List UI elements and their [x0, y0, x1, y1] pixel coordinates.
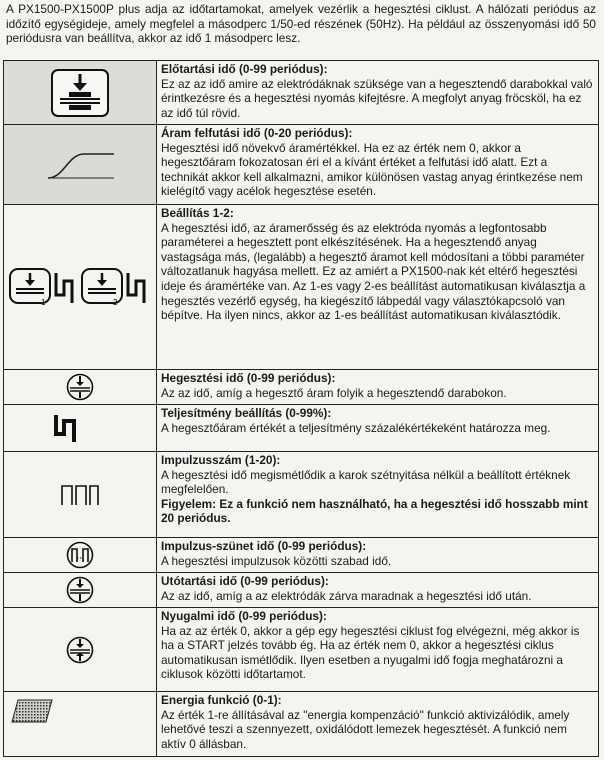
table-row: [4, 538, 599, 573]
row-text: Az érték 1-re állításával az "energia kompenzáció" funkció aktivizálódik, amely lehetővé teszi a szennyezett, oxidálódott lemezek hegesztését. A funkció nem aktív 0 állásban.: [161, 707, 570, 751]
description-cell: [157, 573, 599, 608]
icon-cell: [4, 405, 157, 452]
icon-cell: [4, 205, 157, 370]
weld-time-icon: [4, 370, 156, 404]
row-title: Beállítás 1-2:: [161, 206, 234, 220]
table-row: [4, 573, 599, 608]
icon-cell: [4, 538, 157, 573]
icon-cell: [4, 125, 157, 205]
description-cell: [157, 125, 599, 205]
pre-press-icon: [4, 61, 156, 124]
table-row: [4, 370, 599, 405]
row-title: Impulzus-szünet idő (0-99 periódus):: [161, 539, 367, 553]
row-text: A hegesztési idő megismétlődik a karok szétnyitása nélkül a beállított értéknek megfelelően.: [161, 467, 571, 497]
settings-1-2-icon: [4, 205, 156, 369]
table-row: [4, 692, 599, 757]
description-cell: [157, 608, 599, 692]
row-text: Az az idő, amíg a hegesztő áram folyik a hegesztendő darabokon.: [161, 385, 507, 400]
description-cell: [157, 205, 599, 370]
parameter-table: [3, 60, 599, 757]
row-title: Előtartási idő (0-99 periódus):: [161, 62, 328, 76]
row-text: A hegesztőáram értékét a teljesítmény százalékértékeként határozza meg.: [161, 420, 551, 435]
row-text: Hegesztési idő növekvő áramértékkel. Ha ez az érték nem 0, akkor a hegesztőáram fokozatosan éri el a kívánt értéket a felfutási idő alatt. Ezt a technikát akkor kell alkalmazni, amikor különösen vastag anyag érintkezése nem kielégítő vagy acélok hegesztése esetén.: [161, 140, 583, 199]
table-row: [4, 452, 599, 538]
row-title: Utótartási idő (0-99 periódus):: [161, 574, 329, 588]
power-setting-icon: [4, 405, 156, 451]
row-text: Ez az az idő amire az elektródáknak szüksége van a hegesztendő darabokkal való érintkezésre és a hegesztési nyomás kifejtésre. A megfolyt anyag fröcsköl, ha ez az idő túl rövid.: [161, 76, 593, 120]
row-title: Energia funkció (0-1):: [161, 693, 282, 707]
description-cell: [157, 405, 599, 452]
intro-paragraph: A PX1500-PX1500P plus adja az időtartamokat, amelyek vezérlik a hegesztési ciklust. A hálózati periódus az időzítő egységideje, amely megfelel a másodperc 1/50-ed részének (50Hz). Ha például az összenyomási idő 50 periódusra van beállítva, akkor az idő 1 másodperc lesz.: [6, 2, 596, 46]
table-row: [4, 61, 599, 125]
table-row: [4, 608, 599, 692]
row-title: Áram felfutási idő (0-20 periódus):: [161, 126, 353, 140]
row-text: A hegesztési impulzusok közötti szabad idő.: [161, 553, 392, 568]
table-row: [4, 405, 599, 452]
table-row: [4, 205, 599, 370]
row-text: Az az idő, amíg a az elektródák zárva maradnak a hegesztési idő után.: [161, 588, 532, 603]
hold-time-icon: [4, 573, 156, 607]
pulse-count-icon: [4, 452, 156, 537]
description-cell: [157, 61, 599, 125]
icon-cell: [4, 370, 157, 405]
current-rise-icon: [4, 125, 156, 204]
energy-function-icon: [4, 692, 156, 756]
setting-2-label: 2: [113, 298, 118, 307]
warning-note: Figyelem: Ez a funkció nem használható, ha a hegesztési idő hosszabb mint 20 periódus.: [161, 496, 588, 526]
pulse-pause-icon: [4, 538, 156, 572]
description-cell: [157, 452, 599, 538]
row-title: Nyugalmi idő (0-99 periódus):: [161, 609, 327, 623]
table-row: [4, 125, 599, 205]
rest-time-icon: [4, 608, 156, 691]
icon-cell: [4, 61, 157, 125]
row-text: Ha az az érték 0, akkor a gép egy hegesztési ciklust fog elvégezni, még akkor is ha a START jelzés tovább ég. Ha az érték nem 0, akkor a hegesztési ciklus automatikusan ismétlődik. Ilyen esetben a nyugalmi idő fogja meghatározni a ciklusok közötti időtartamot.: [161, 623, 580, 682]
row-title: Hegesztési idő (0-99 periódus):: [161, 371, 336, 385]
row-title: Teljesítmény beállítás (0-99%):: [161, 406, 332, 420]
description-cell: [157, 370, 599, 405]
description-cell: [157, 692, 599, 757]
setting-1-label: 1: [41, 298, 46, 307]
description-cell: [157, 538, 599, 573]
row-text: A hegesztési idő, az áramerősség és az elektróda nyomás a legfontosabb paraméterei a hegesztett pont elkészítésének. Ha a hegesztendő anyag vastagsága más, (legalább) a hegesztő áramot kell módosítani a többi paraméter változatlanuk hagyása mellett. Ez az amiért a PX1500-nak két eltérő hegesztési ideje és áramértéke van. Az 1-es vagy 2-es beállítást automatikusan kiválasztja a hegesztés vezérlő egység, ha kiegészítő lábpedál vagy választókapcsoló van bépítve. Ha ilyen nincs, akkor az 1-es beállítást automatikusan kiválasztódik.: [161, 220, 586, 323]
icon-cell: [4, 692, 157, 757]
icon-cell: [4, 608, 157, 692]
icon-cell: [4, 573, 157, 608]
row-title: Impulzusszám (1-20):: [161, 453, 281, 467]
icon-cell: [4, 452, 157, 538]
